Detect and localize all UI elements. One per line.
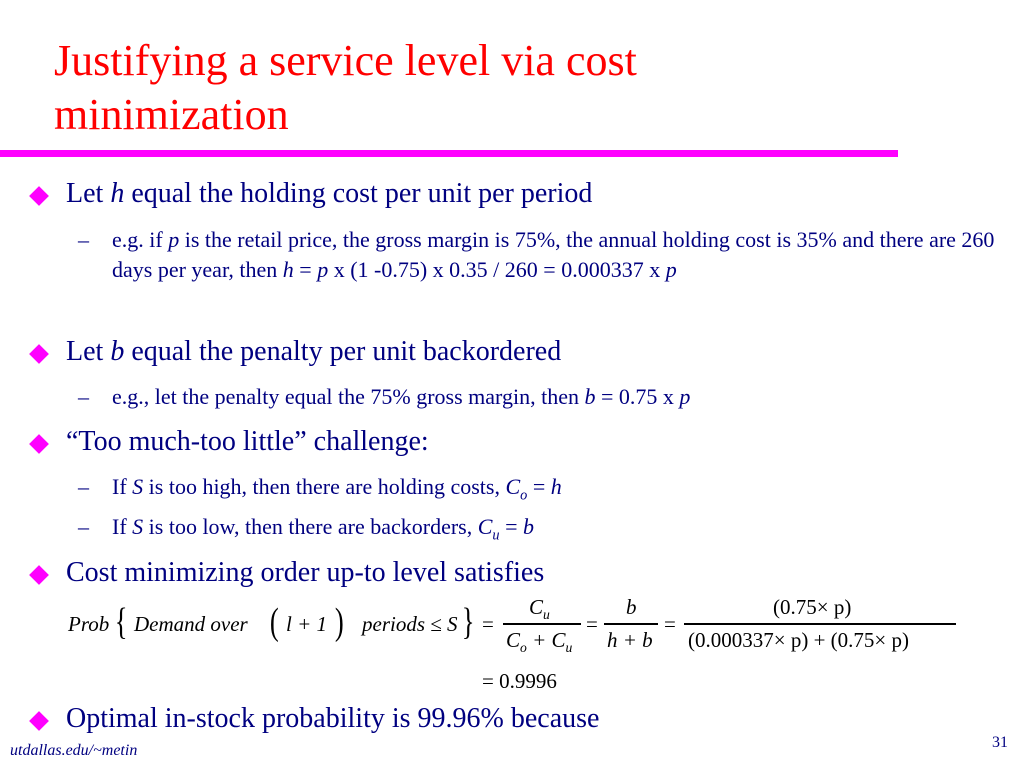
sub-too-low <box>112 512 1002 550</box>
eq-frac1-line <box>503 623 581 625</box>
sub-var: C <box>477 514 493 539</box>
title-divider <box>0 150 898 157</box>
sub-text: x (1 -0.75) x 0.35 / 260 = 0.000337 x <box>328 257 666 282</box>
sub-var: S <box>132 474 144 499</box>
sub-dash: – <box>78 474 89 499</box>
bullet-penalty <box>66 336 561 368</box>
sub-var: p <box>317 257 329 282</box>
eq-right-paren: ) <box>334 601 344 643</box>
bullet-diamond-icon <box>29 711 49 731</box>
bullet-holding-cost <box>66 178 592 210</box>
eq-periods-le-s: periods ≤ S <box>362 612 458 636</box>
sub-var: p <box>665 257 677 282</box>
bullet-text: equal the penalty per unit backordered <box>124 336 562 367</box>
eq-frac2-den: h + b <box>607 628 653 652</box>
sub-var: p <box>679 384 691 409</box>
eq-equals-1: = <box>482 612 494 636</box>
sub-subscript: u <box>492 527 500 544</box>
sub-dash: – <box>78 384 89 409</box>
sub-text: is too high, then there are holding costs, <box>143 474 506 499</box>
bullet-text: Let <box>66 178 111 209</box>
sub-text: e.g., let the penalty equal the 75% gross margin, then <box>112 384 585 409</box>
eq-left-paren: ( <box>269 601 279 643</box>
sub-var: h <box>550 474 562 499</box>
sub-holding-example <box>112 225 1002 285</box>
eq-subscript: o <box>520 640 527 656</box>
sub-var: C <box>505 474 521 499</box>
bullet-var: b <box>110 336 125 367</box>
sub-text: = 0.75 x <box>595 384 680 409</box>
sub-var: b <box>584 384 596 409</box>
bullet-text: Let <box>66 336 111 367</box>
eq-text: C <box>529 595 544 619</box>
slide-title <box>54 34 954 142</box>
bullet-optimal-in-stock: Optimal in-stock probability is 99.96% because <box>66 703 600 734</box>
eq-frac2-line <box>604 623 658 625</box>
sub-text: is the retail price, the gross margin is 75%, the annual holding cost is 35% and there are 260 days per year, then <box>112 227 995 282</box>
bullet-challenge: “Too much-too little” challenge: <box>66 426 429 457</box>
sub-var: b <box>523 514 534 539</box>
eq-equals-2: = <box>586 612 598 636</box>
slide-title-line2: minimization <box>54 90 289 139</box>
sub-text: = <box>293 257 318 282</box>
sub-text: is too low, then there are backorders, <box>143 514 478 539</box>
eq-frac1-den <box>506 628 572 660</box>
bullet-diamond-icon <box>29 434 49 454</box>
sub-dash: – <box>78 514 89 539</box>
eq-text: + C <box>526 628 566 652</box>
sub-var: p <box>168 227 180 252</box>
sub-text: = <box>527 474 551 499</box>
eq-frac3-num: (0.75× p) <box>773 595 852 619</box>
page-number: 31 <box>992 734 1008 751</box>
sub-text: = <box>499 514 523 539</box>
footer-url: utdallas.edu/~metin <box>10 742 138 759</box>
eq-frac3-den: (0.000337× p) + (0.75× p) <box>688 628 910 652</box>
bullet-diamond-icon <box>29 186 49 206</box>
bullet-diamond-icon <box>29 565 49 585</box>
sub-text: If <box>112 474 133 499</box>
bullet-var: h <box>110 178 125 209</box>
eq-subscript: u <box>565 640 573 656</box>
eq-text: C <box>506 628 521 652</box>
sub-var: S <box>132 514 144 539</box>
bullet-cost-minimizing: Cost minimizing order up-to level satisfies <box>66 557 545 588</box>
sub-subscript: o <box>520 487 528 504</box>
eq-equals-3: = <box>664 612 676 636</box>
eq-prob: Prob <box>68 612 110 636</box>
bullet-diamond-icon <box>29 344 49 364</box>
eq-demand-over: Demand over <box>134 612 248 636</box>
eq-right-brace: } <box>461 601 475 643</box>
eq-left-brace: { <box>114 601 128 643</box>
sub-var: h <box>282 257 294 282</box>
eq-frac3-line <box>684 623 956 625</box>
sub-penalty-example <box>112 382 1002 412</box>
sub-text: If <box>112 514 133 539</box>
eq-l-plus-1: l + 1 <box>286 612 328 636</box>
eq-result: = 0.9996 <box>482 669 557 693</box>
bullet-text: equal the holding cost per unit per period <box>124 178 593 209</box>
sub-text: e.g. if <box>112 227 169 252</box>
eq-subscript: u <box>543 607 550 623</box>
sub-dash: – <box>78 227 89 252</box>
slide-title-line1: Justifying a service level via cost <box>54 36 637 85</box>
eq-frac2-num: b <box>626 595 637 619</box>
sub-too-high <box>112 472 1002 510</box>
